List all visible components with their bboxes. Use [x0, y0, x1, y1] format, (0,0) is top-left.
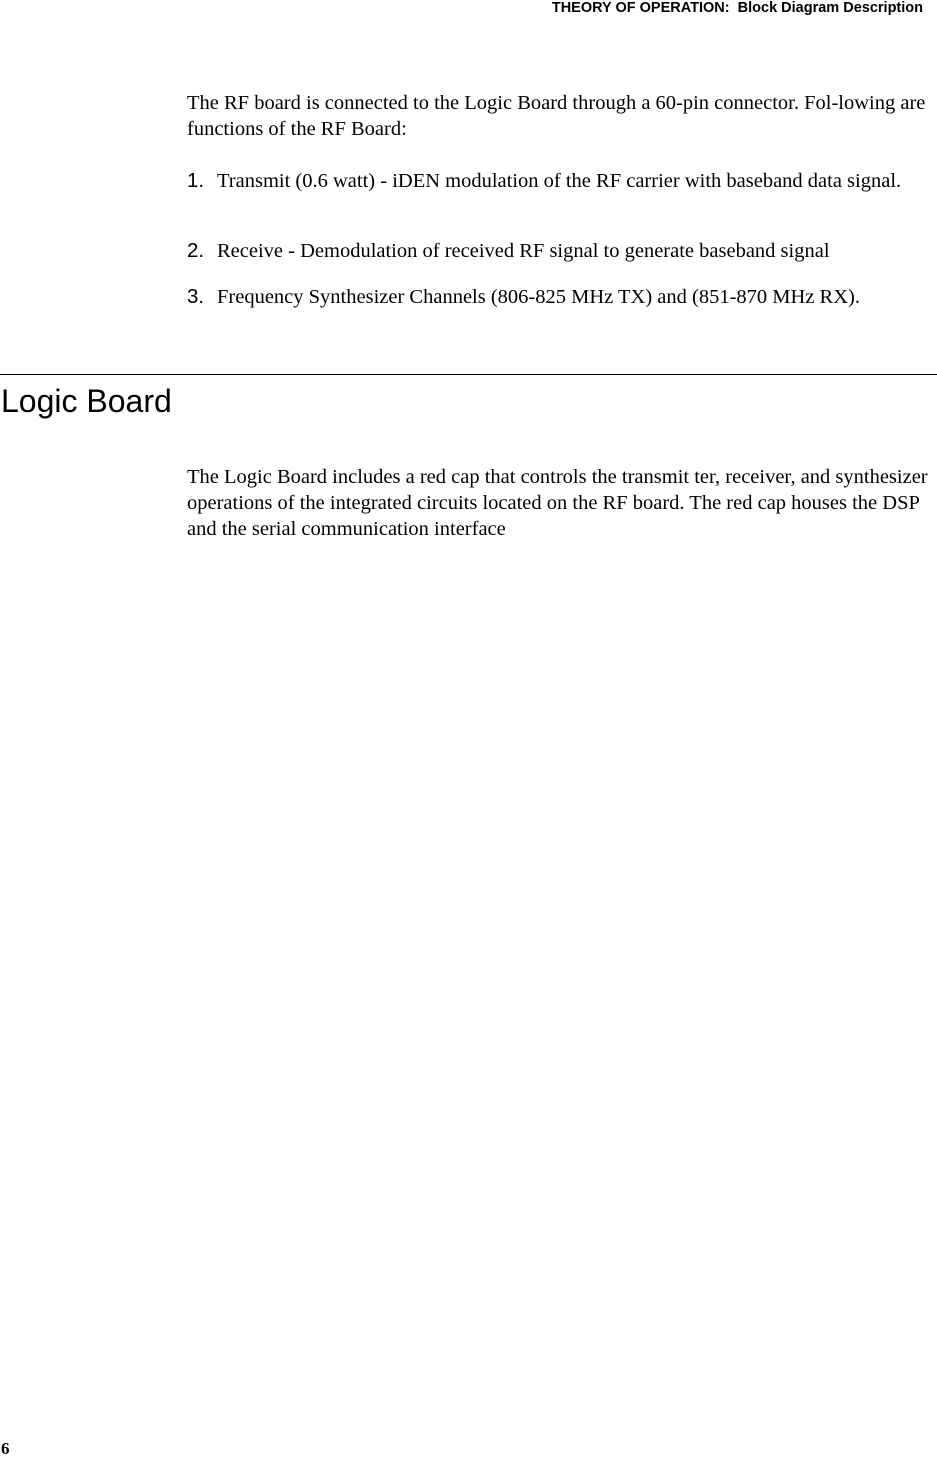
section-divider	[0, 374, 937, 375]
list-item	[187, 284, 935, 310]
running-header: THEORY OF OPERATION: Block Diagram Description	[551, 0, 923, 16]
list-item-text: Receive - Demodulation of received RF signal to generate baseband signal	[217, 240, 830, 262]
list-item	[187, 168, 935, 194]
rf-intro-paragraph: The RF board is connected to the Logic Board through a 60-pin connector. Fol-lowing are functions of the RF Board:	[187, 92, 926, 140]
list-item-text: Transmit (0.6 watt) - iDEN modulation of the RF carrier with baseband data signal.	[217, 170, 902, 192]
section-heading: Logic Board	[1, 383, 172, 419]
list-item	[187, 238, 935, 264]
logic-board-paragraph: The Logic Board includes a red cap that controls the transmit ter, receiver, and synthesizer operations of the integrated circuits located on the RF board. The red cap houses the DSP and the serial communication interface	[187, 466, 928, 540]
page-number: 6	[1, 1439, 10, 1458]
list-item-number: 2.	[187, 239, 205, 262]
list-item-text: Frequency Synthesizer Channels (806-825 MHz TX) and (851-870 MHz RX).	[217, 286, 860, 308]
list-item-number: 3.	[187, 285, 205, 308]
list-item-number: 1.	[187, 169, 205, 192]
